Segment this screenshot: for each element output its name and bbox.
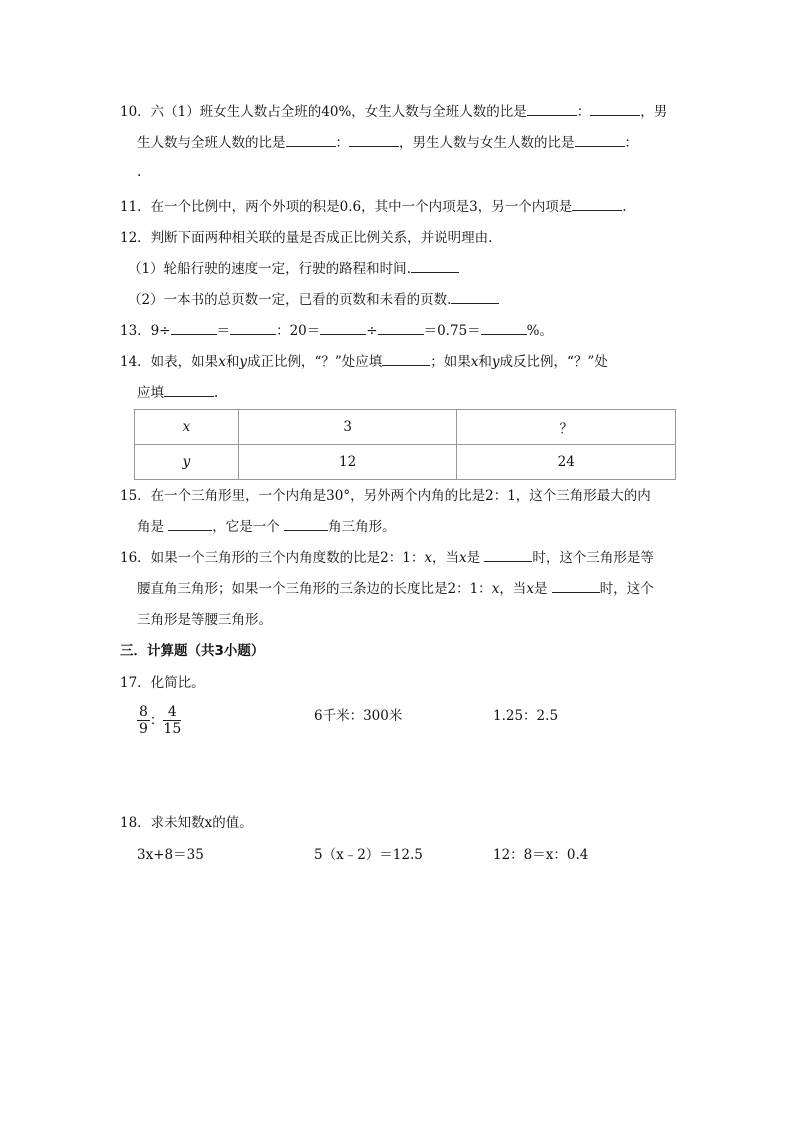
- q17-title-text: 17．化简比。: [120, 675, 205, 691]
- var-x: x: [470, 354, 479, 370]
- q18-title: [120, 813, 253, 833]
- q10-text-d: ，男生人数与女生人数的比是: [399, 135, 575, 151]
- q16-text-f: ，当: [499, 581, 527, 597]
- q18-expr2: [314, 845, 423, 865]
- answer-blank[interactable]: [286, 133, 336, 147]
- var-x: x: [458, 550, 467, 566]
- q15-line1: [120, 486, 651, 506]
- q10-text-e: .: [137, 164, 142, 180]
- q14-line2: [137, 383, 218, 403]
- q16-text-i: 三角形是等腰三角形。: [137, 612, 272, 628]
- q13-text-a: 13．9÷: [120, 323, 171, 339]
- answer-blank[interactable]: [171, 321, 217, 335]
- table-cell: y: [135, 445, 239, 480]
- table-row: [135, 445, 676, 480]
- answer-blank[interactable]: [230, 321, 276, 335]
- q14-text-b: 成正比例，“？”处应填: [246, 354, 383, 370]
- q17-title: [120, 673, 205, 693]
- equation: 3x+8＝35: [137, 847, 204, 863]
- q12-part2: [128, 290, 499, 310]
- period: .: [622, 199, 627, 215]
- q13-text-c: ＝0.75＝: [423, 323, 481, 339]
- var-y: y: [239, 354, 247, 370]
- q16-text-h: 时，这个: [599, 581, 654, 597]
- q10-line2: [137, 133, 638, 153]
- answer-blank[interactable]: [320, 321, 366, 335]
- q12-part1-text: （1）轮船行驶的速度一定，行驶的路程和时间.: [128, 261, 411, 277]
- answer-blank[interactable]: [575, 133, 625, 147]
- period: .: [214, 385, 219, 401]
- var-x: x: [218, 354, 226, 370]
- fraction: [137, 704, 150, 737]
- q16-text-b: ，当: [431, 550, 459, 566]
- table-cell: x: [135, 410, 239, 445]
- q16-line1: [120, 548, 654, 568]
- answer-blank[interactable]: [481, 321, 527, 335]
- table-cell: 3: [238, 410, 457, 445]
- q14-and: 和: [478, 354, 492, 370]
- q16-text-g: 是: [533, 581, 548, 597]
- answer-blank[interactable]: [590, 102, 640, 116]
- q11-text: 11．在一个比例中，两个外项的积是0.6，其中一个内项是3，另一个内项是: [120, 199, 573, 215]
- answer-blank[interactable]: [552, 579, 600, 593]
- q10-line3: [137, 162, 141, 182]
- q18-expr1: [137, 845, 204, 865]
- q13-line: [120, 321, 553, 341]
- q17-expr1: [137, 703, 181, 738]
- q13-text-b: ：20＝: [276, 323, 321, 339]
- q14-text-c: ；如果: [430, 354, 471, 370]
- answer-blank[interactable]: [164, 383, 214, 397]
- divide: ÷: [366, 323, 378, 339]
- answer-blank[interactable]: [484, 548, 532, 562]
- q17-expr3: [493, 706, 558, 726]
- var-x: x: [424, 550, 432, 566]
- answer-blank[interactable]: [527, 102, 577, 116]
- answer-blank[interactable]: [572, 197, 622, 211]
- q18-title-text: 18．求未知数x的值。: [120, 815, 253, 831]
- q16-text-e: 腰直角三角形；如果一个三角形的三条边的长度比是2：1：: [137, 581, 492, 597]
- table-cell: 24: [457, 445, 676, 480]
- expression: 6千米：300米: [314, 708, 403, 724]
- q10-text-c: 生人数与全班人数的比是: [137, 135, 286, 151]
- equals: ＝: [216, 323, 231, 339]
- denominator: 15: [163, 721, 182, 737]
- q15-line2: [137, 517, 396, 537]
- colon: ：: [149, 712, 164, 729]
- q15-text-b: 角是: [137, 519, 164, 535]
- q14-text-e: 应填: [137, 385, 164, 401]
- q16-text-a: 16．如果一个三角形的三个内角度数的比是2：1：: [120, 550, 425, 566]
- xy-table: [134, 409, 676, 480]
- section-title-text: 三．计算题（共3小题）: [120, 643, 265, 659]
- equation: 12：8＝x：0.4: [493, 847, 589, 863]
- q11-line: [120, 197, 627, 217]
- answer-blank[interactable]: [168, 517, 212, 531]
- answer-blank[interactable]: [382, 352, 430, 366]
- table-row: [135, 410, 676, 445]
- expression: 1.25：2.5: [493, 708, 559, 724]
- q10-line1: [120, 102, 667, 122]
- q17-expr2: [314, 706, 402, 726]
- q12-part1: [128, 259, 459, 279]
- q18-expr3: [493, 845, 588, 865]
- table-cell: ？: [457, 410, 676, 445]
- q14-and: 和: [225, 354, 240, 370]
- answer-blank[interactable]: [451, 290, 499, 304]
- numerator: 8: [139, 704, 148, 720]
- q14-line1: [120, 352, 608, 372]
- colon: ：: [576, 104, 591, 120]
- answer-blank[interactable]: [284, 517, 328, 531]
- q10-text-a: 10．六（1）班女生人数占全班的40%，女生人数与全班人数的比是: [120, 104, 527, 120]
- q14-text-d: 成反比例，“？”处: [499, 354, 608, 370]
- colon: ：: [624, 135, 638, 151]
- table-cell: 12: [238, 445, 457, 480]
- q16-line3: [137, 610, 272, 630]
- q13-text-d: %。: [526, 323, 553, 339]
- fraction: [163, 704, 181, 737]
- colon: ：: [335, 135, 349, 151]
- var-x: x: [526, 581, 534, 597]
- answer-blank[interactable]: [411, 259, 459, 273]
- var-x: x: [491, 581, 500, 597]
- q14-text-a: 14．如表，如果: [120, 354, 219, 370]
- q16-line2: [137, 579, 654, 599]
- q16-text-c: 是: [466, 550, 481, 566]
- var-y: y: [491, 354, 500, 370]
- q15-text-d: 角三角形。: [328, 519, 396, 535]
- q12-part2-text: （2）一本书的总页数一定，已看的页数和未看的页数.: [128, 292, 452, 308]
- section-title: [120, 641, 264, 661]
- q10-text-b: ，男: [640, 104, 668, 120]
- q16-text-d: 时，这个三角形是等: [532, 550, 654, 566]
- denominator: 9: [139, 721, 148, 737]
- q15-text-c: ，它是一个: [212, 519, 280, 535]
- q15-text-a: 15．在一个三角形里，一个内角是30°，另外两个内角的比是2：1，这个三角形最大的内: [120, 488, 651, 504]
- q12-text: 12．判断下面两种相关联的量是否成正比例关系，并说明理由.: [120, 230, 493, 246]
- answer-blank[interactable]: [349, 133, 399, 147]
- numerator: 4: [163, 704, 181, 721]
- equation: 5（x﹣2）＝12.5: [314, 847, 423, 863]
- q12-line: [120, 228, 492, 248]
- answer-blank[interactable]: [378, 321, 424, 335]
